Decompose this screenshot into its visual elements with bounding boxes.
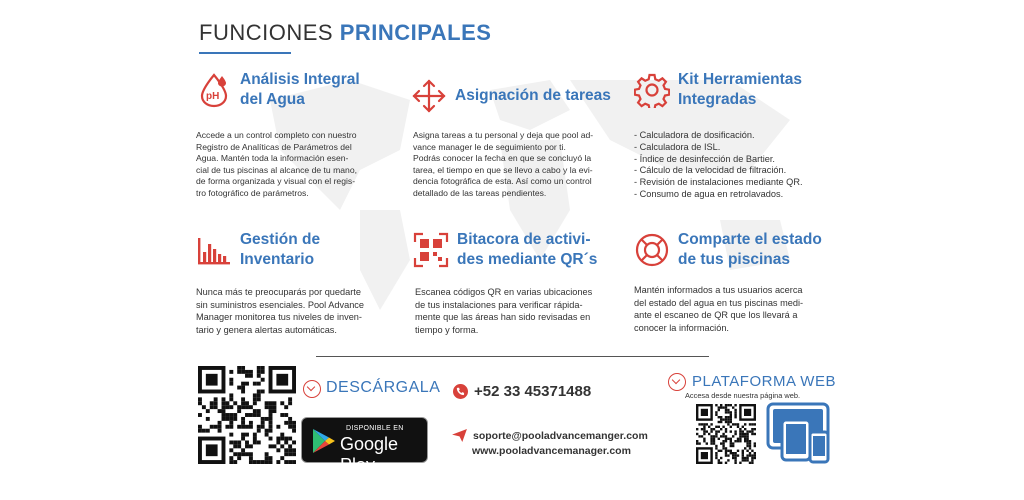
feature-title: Kit Herramientas Integradas <box>678 71 803 108</box>
web-platform-subtitle: Accesa desde nuestra página web. <box>685 391 801 400</box>
feature-title: Comparte el estado de tus piscinas <box>678 231 822 268</box>
feature-bitacora <box>413 230 597 270</box>
phone-icon <box>453 384 468 399</box>
qr-scan-icon <box>413 232 449 268</box>
email-row <box>452 429 648 442</box>
feature-title: Asignación de tareas <box>455 87 611 104</box>
feature-inventario <box>196 230 320 270</box>
svg-text:pH: pH <box>206 91 220 102</box>
feature-title: Gestión de Inventario <box>240 231 321 268</box>
feature-asignacion <box>411 78 611 114</box>
lifebuoy-icon <box>634 232 670 268</box>
web-platform-label: PLATAFORMA WEB <box>692 373 836 390</box>
feature-kit <box>634 70 802 110</box>
devices-icon <box>764 402 834 464</box>
page-title: FUNCIONES PRINCIPALES <box>199 20 492 45</box>
move-arrows-icon <box>411 78 447 114</box>
web-qr-code[interactable] <box>696 404 756 464</box>
email-link[interactable]: soporte@pooladvancemanger.com <box>473 429 648 442</box>
feature-body: Accede a un control completo con nuestro Registro de Analíticas de Parámetros del Agua. Mantén toda la información esen- cial de tus piscinas al alcance de tu mano, de forma organizada y visual con el regis- tro fotográfico de parámetros. <box>196 130 357 198</box>
feature-title: Bitacora de activi- des mediante QR´s <box>457 231 598 268</box>
website-link[interactable]: www.pooladvancemanager.com <box>472 445 631 457</box>
feature-body: Nunca más te preocuparás por quedarte sin suministros esenciales. Pool Advance Manager monitorea tus niveles de inven- tario y genera alertas automáticas. <box>196 287 365 335</box>
google-play-button[interactable] <box>301 417 428 475</box>
feature-body: - Calculadora de dosificación. - Calculadora de ISL. - Índice de desinfección de Bartier. - Cálculo de la velocidad de filtración. - Revisión de instalaciones mediante QR. - Consumo de agua en retrolavados. <box>634 130 803 199</box>
store-small-text: DISPONIBLE EN <box>346 425 404 432</box>
feature-body: Asigna tareas a tu personal y deja que pool ad- vance manager le de seguimiento por ti. Podrás conocer la fecha en que se concluyó la tarea, el tiempo en que se llevo a cabo y la evi- dencia fotográfica de esta. Así como un control detallado de las tareas pendientes. <box>413 130 594 198</box>
title-underline <box>199 52 291 54</box>
store-name: Google Play <box>340 434 399 475</box>
ph-drop-icon <box>196 72 232 108</box>
app-qr-code[interactable] <box>198 366 296 464</box>
download-label: DESCÁRGALA <box>326 379 441 396</box>
feature-title: Análisis Integral del Agua <box>240 71 360 108</box>
feature-body: Mantén informados a tus usuarios acerca del estado del agua en tus piscinas medi- ante el escaneo de QR que los llevará a conocer la información. <box>634 285 804 333</box>
section-divider <box>316 356 709 357</box>
send-icon <box>452 429 467 442</box>
chevron-down-icon <box>668 373 686 391</box>
feature-analisis <box>196 70 360 110</box>
gear-icon <box>634 72 670 108</box>
bar-chart-icon <box>196 232 232 268</box>
phone-number[interactable]: +52 33 45371488 <box>474 383 592 400</box>
feature-comparte <box>634 230 822 270</box>
phone-row <box>453 383 591 400</box>
google-play-icon <box>312 428 336 454</box>
feature-body: Escanea códigos QR en varias ubicaciones de tus instalaciones para verificar rápida- mente que las áreas han sido revisadas en tiempo y forma. <box>415 287 593 335</box>
chevron-down-icon <box>303 380 321 398</box>
website-row <box>472 445 631 457</box>
